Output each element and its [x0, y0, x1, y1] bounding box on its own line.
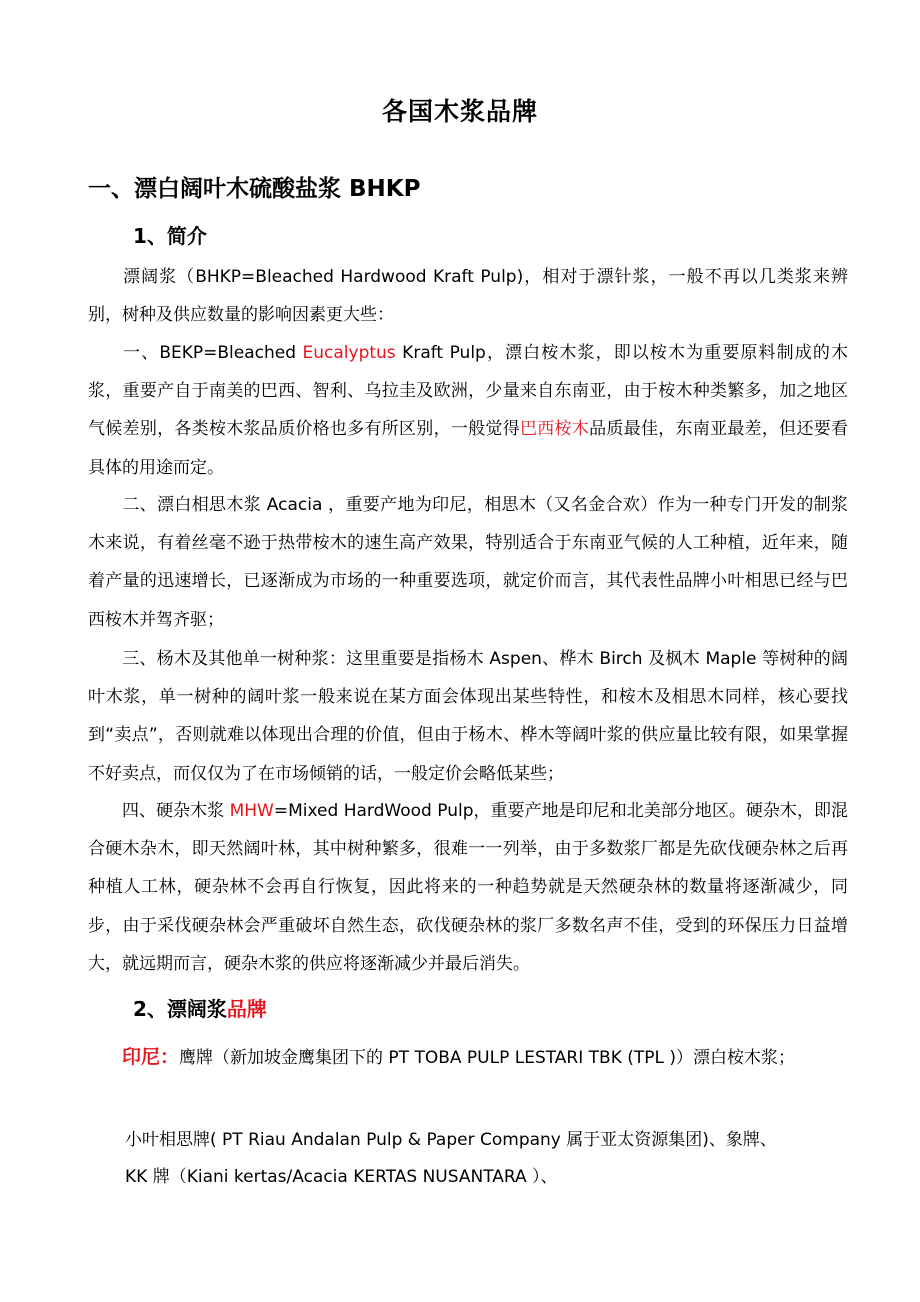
subheading-intro: 1、简介: [133, 224, 207, 248]
highlight-brazil-eucalyptus: 巴西桉木: [519, 419, 590, 440]
label-indonesia: 印尼：: [122, 1046, 180, 1068]
highlight-mhw: MHW: [229, 801, 274, 821]
paragraph-aspen: 三、杨木及其他单一树种浆：这里重要是指杨木 Aspen、桦木 Birch 及枫木 Maple 等树种的阔叶木浆，单一树种的阔叶浆一般来说在某方面会体现出某些特性，和桉木及相思木同样，核心要找到“卖点”，否则就难以体现出合理的价值，但由于杨木、桦木等阔叶浆的供应量比较有限，如果掌握不好卖点，而仅仅为了在市场倾销的话，一般定价会略低某些；: [88, 649, 848, 784]
highlight-brands: 品牌: [226, 997, 267, 1021]
paragraph-intro: 漂阔浆（BHKP=Bleached Hardwood Kraft Pulp)，相对于漂针浆，一般不再以几类浆来辨别，树种及供应数量的影响因素更大些：: [88, 267, 848, 326]
paragraph-acacia: 二、漂白相思木浆 Acacia ，重要产地为印尼，相思木（又名金合欢）作为一种专门开发的制浆木来说，有着丝毫不逊于热带桉木的速生高产效果，特别适合于东南亚气候的人工种植，近年来，随着产量的迅速增长，已逐渐成为市场的一种重要选项，就定价而言，其代表性品牌小叶相思已经与巴西桉木并驾齐驱；: [88, 495, 848, 630]
highlight-eucalyptus: Eucalyptus: [302, 343, 396, 363]
brand-line-kk: KK 牌（Kiani kertas/Acacia KERTAS NUSANTARA ）、: [125, 1167, 558, 1187]
paragraph-mhw: 四、硬杂木浆 MHW=Mixed HardWood Pulp，重要产地是印尼和北美部分地区。硬杂木，即混合硬木杂木，即天然阔叶林，其中树种繁多，很难一一列举，由于多数浆厂都是先砍伐硬杂林之后再种植人工林，硬杂林不会再自行恢复，因此将来的一种趋势就是天然硬杂林的数量将逐渐减少，同步，由于采伐硬杂林会严重破坏自然生态，砍伐硬杂林的浆厂多数名声不佳，受到的环保压力日益增大，就远期而言，硬杂木浆的供应将逐渐减少并最后消失。: [88, 801, 849, 974]
page-title: 各国木浆品牌: [381, 97, 538, 126]
paragraph-bekp: 一、BEKP=Bleached Eucalyptus Kraft Pulp，漂白桉木浆，即以桉木为重要原料制成的木浆，重要产自于南美的巴西、智利、乌拉圭及欧洲，少量来自东南亚，由于桉木种类繁多，加之地区气候差别，各类桉木浆品质价格也多有所区别，一般觉得巴西桉木品质最佳，东南亚最差，但还要看具体的用途而定。: [88, 343, 849, 478]
paragraph-indonesia: 印尼：鹰牌（新加坡金鹰集团下的 PT TOBA PULP LESTARI TBK (TPL )）漂白桉木浆；: [122, 1046, 796, 1068]
brand-line-acacia: 小叶相思牌( PT Riau Andalan Pulp & Paper Company 属于亚太资源集团)、象牌、: [125, 1130, 777, 1150]
section-heading-bhkp: 一、漂白阔叶木硫酸盐浆 BHKP: [88, 176, 421, 202]
subheading-brands: 2、漂阔浆品牌: [133, 997, 267, 1021]
